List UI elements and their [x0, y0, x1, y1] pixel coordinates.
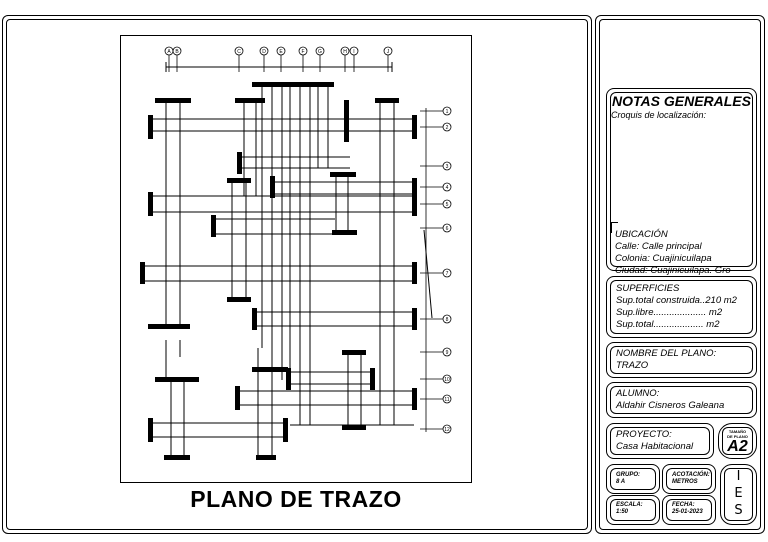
- proyecto-value: Casa Habitacional: [616, 441, 694, 452]
- nombre-plano-value: TRAZO: [616, 360, 649, 371]
- proyecto-label: PROYECTO:: [616, 429, 672, 440]
- row-axis-4: [420, 183, 451, 191]
- superficie-construida: Sup.total construida..210 m2: [616, 295, 737, 306]
- alumno-label: ALUMNO:: [616, 388, 660, 399]
- row-axis-3: [420, 162, 451, 170]
- row-axis-9: [420, 348, 451, 356]
- croquis-label: Croquis de localización:: [611, 110, 707, 120]
- grupo-box: [606, 464, 660, 494]
- school-letter-s: S: [734, 503, 743, 518]
- foundation-lines: [143, 85, 432, 457]
- row-axis-label: 2: [445, 124, 449, 131]
- column-axis-label: D: [262, 49, 266, 56]
- column-axis-D: [260, 47, 268, 72]
- row-axis-label: 1: [445, 108, 449, 115]
- column-axis-label: H: [343, 49, 347, 56]
- row-axis-label: 9: [445, 349, 449, 356]
- row-axis-label: 5: [445, 201, 449, 208]
- acotacion-label: ACOTACIÓN:: [672, 472, 710, 478]
- row-axis-12: [420, 425, 451, 433]
- escala-label: ESCALA:: [616, 502, 643, 508]
- column-axis-label: C: [237, 49, 241, 56]
- column-axis-J: [384, 47, 392, 72]
- ubicacion-ciudad: Ciudad: Cuajinicuilapa. Gro: [615, 265, 731, 276]
- escala-value: 1:50: [616, 509, 629, 515]
- column-axis-label: E: [279, 49, 283, 56]
- superficie-total: Sup.total................... m2: [616, 319, 720, 330]
- row-axis-5: [420, 200, 451, 208]
- column-axis-C: [235, 47, 243, 72]
- croquis-area: [607, 121, 756, 229]
- column-axis-markers: [165, 47, 392, 72]
- nombre-plano-box: [606, 342, 757, 378]
- footings: [140, 82, 417, 460]
- row-axis-label: 11: [444, 396, 450, 403]
- tamano-value: A2: [727, 438, 748, 455]
- column-axis-E: [277, 47, 285, 72]
- row-axis-11: [420, 395, 451, 403]
- grupo-label: GRUPO:: [616, 472, 640, 478]
- acotacion-value: METROS: [672, 479, 698, 485]
- escala-box: [606, 495, 660, 525]
- ubicacion-colonia: Colonia: Cuajinicuilapa: [615, 253, 712, 264]
- fecha-value: 25-01-2023: [672, 509, 703, 515]
- school-letter-e: E: [734, 486, 743, 501]
- school-logo-box: [720, 464, 757, 525]
- row-axis-6: [420, 224, 451, 232]
- nombre-plano-label: NOMBRE DEL PLANO:: [616, 348, 717, 359]
- column-axis-label: B: [175, 49, 179, 56]
- column-axis-I: [350, 47, 358, 72]
- column-axis-label: A: [167, 49, 171, 56]
- fecha-label: FECHA:: [672, 502, 695, 508]
- row-axis-label: 3: [445, 163, 449, 170]
- column-axis-label: J: [386, 49, 390, 56]
- column-axis-label: G: [318, 49, 322, 56]
- row-axis-label: 8: [445, 316, 449, 323]
- alumno-box: [606, 382, 757, 418]
- column-axis-label: I: [353, 49, 355, 56]
- tamano-label-2: DE PLANO: [727, 434, 748, 439]
- ubicacion-title: UBICACIÓN: [615, 229, 668, 240]
- row-axis-label: 12: [444, 426, 450, 433]
- plan-title: PLANO DE TRAZO: [190, 486, 402, 512]
- column-axis-label: F: [301, 49, 305, 56]
- ubicacion-calle: Calle: Calle principal: [615, 241, 702, 252]
- notes-title: NOTAS GENERALES: [612, 93, 751, 109]
- school-letter-i: I: [736, 469, 741, 484]
- row-axis-8: [420, 315, 451, 323]
- tamano-box: [718, 423, 757, 459]
- row-axis-2: [420, 123, 451, 131]
- row-axis-label: 10: [444, 376, 450, 383]
- tamano-label-1: TAMAÑO: [728, 429, 747, 434]
- row-axis-7: [420, 269, 451, 277]
- superficies-title: SUPERFICIES: [616, 283, 680, 294]
- row-axis-1: [420, 107, 451, 115]
- proyecto-box: [606, 423, 714, 459]
- fecha-box: [662, 495, 716, 525]
- row-axis-10: [420, 375, 451, 383]
- row-axis-label: 7: [445, 270, 449, 277]
- column-axis-H: [341, 47, 349, 72]
- alumno-value: Aldahir Cisneros Galeana: [616, 400, 725, 411]
- grupo-value: 8 A: [616, 479, 626, 485]
- row-axis-label: 4: [445, 184, 449, 191]
- notes-box: [606, 88, 757, 276]
- superficies-box: [606, 276, 757, 338]
- row-axis-markers: [420, 107, 451, 433]
- row-axis-label: 6: [445, 225, 449, 232]
- top-dimension-line: [166, 62, 392, 72]
- column-axis-B: [173, 47, 181, 72]
- acotacion-box: [662, 464, 716, 494]
- superficie-libre: Sup.libre.................... m2: [616, 307, 723, 318]
- column-axis-F: [299, 47, 307, 72]
- column-axis-G: [316, 47, 324, 72]
